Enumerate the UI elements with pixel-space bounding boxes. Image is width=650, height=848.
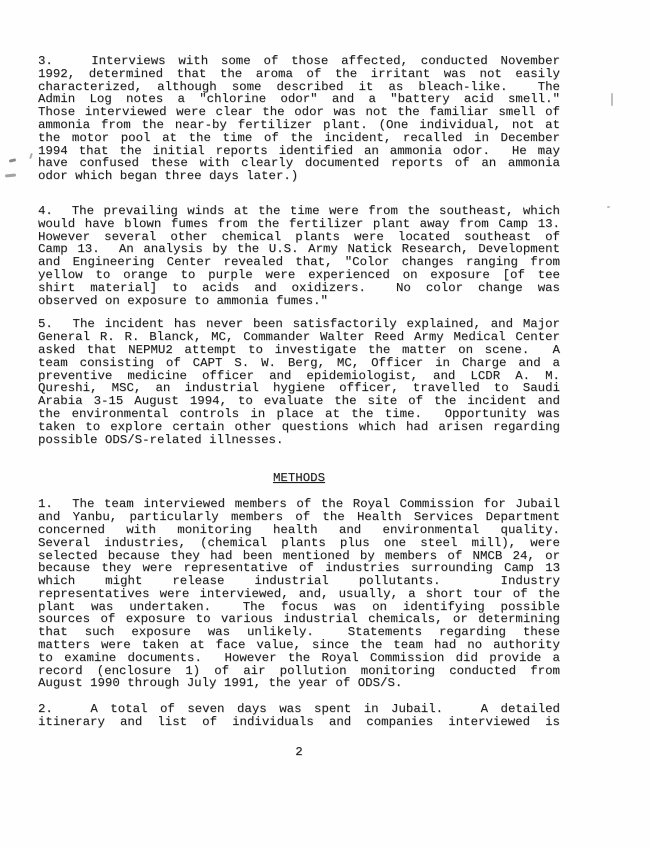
text-line: Several industries, (chemical plants plus one steel mill), were <box>38 535 560 550</box>
text-line: 3. Interviews with some of those affected, conducted November <box>38 54 560 68</box>
scan-speck <box>29 153 33 159</box>
text-line: plant was undertaken. The focus was on identifying possible <box>38 599 560 614</box>
text-line: and Yanbu, particularly members of the Health Services Department <box>38 510 560 525</box>
text-line: because they were representative of industries surrounding Camp 13 <box>38 561 560 576</box>
text-line: team consisting of CAPT S. W. Berg, MC, Officer in Charge and a <box>38 355 560 370</box>
scan-speck <box>607 206 610 208</box>
text-line: have confused these with clearly documented reports of an ammonia <box>38 156 560 171</box>
text-line: taken to explore certain other questions which had arisen regarding <box>38 419 560 434</box>
paragraph-m2 <box>38 703 560 729</box>
text-line: 4. The prevailing winds at the time were from the southeast, which <box>38 203 560 218</box>
paragraph-p5 <box>38 318 560 446</box>
text-line: characterized, although some described it as bleach-like. The <box>38 79 560 94</box>
text-line: the environmental controls in place at the time. Opportunity was <box>38 406 560 421</box>
text-line: 5. The incident has never been satisfactorily explained, and Major <box>38 317 560 332</box>
text-line: sources of exposure to various industrial chemicals, or determining <box>38 612 560 627</box>
text-line: yellow to orange to purple were experienced on exposure [of tee <box>38 267 560 282</box>
text-line: asked that NEPMU2 attempt to investigate the matter on scene. A <box>38 342 560 357</box>
paragraph-p3 <box>38 55 560 183</box>
text-line: itinerary and list of individuals and companies interviewed is <box>38 715 560 730</box>
text-line: would have blown fumes from the fertilizer plant away from Camp 13. <box>38 216 560 231</box>
text-line: to examine documents. However the Royal Commission did provide a <box>38 650 560 665</box>
text-line: However several other chemical plants were located southeast of <box>38 229 560 244</box>
text-line: 1992, determined that the aroma of the irritant was not easily <box>38 66 560 81</box>
text-line: 1. The team interviewed members of the Royal Commission for Jubail <box>38 497 560 512</box>
text-line: Those interviewed were clear the odor was not the familiar smell of <box>38 105 560 120</box>
text-line: Camp 13. An analysis by the U.S. Army Natick Research, Development <box>38 242 560 257</box>
text-line: the motor pool at the time of the incident, recalled in December <box>38 130 560 145</box>
text-line: 1994 that the initial reports identified an ammonia odor. He may <box>38 143 560 158</box>
text-line: preventive medicine officer and epidemiologist, and LCDR A. M. <box>38 368 560 383</box>
methods-heading: METHODS <box>272 471 326 486</box>
page-number: 2 <box>295 744 303 759</box>
text-line: selected because they had been mentioned by members of NMCB 24, or <box>38 548 560 563</box>
paragraph-p4 <box>38 205 560 307</box>
text-line: that such exposure was unlikely. Statements regarding these <box>38 625 560 640</box>
text-line: shirt material] to acids and oxidizers. No color change was <box>38 280 560 295</box>
text-column <box>38 55 560 759</box>
background-section <box>38 55 560 446</box>
text-line: ammonia from the near-by fertilizer plant. (One individual, not at <box>38 117 560 132</box>
text-line: Admin Log notes a "chlorine odor" and a "battery acid smell." <box>38 92 560 107</box>
text-line: concerned with monitoring health and environmental quality. <box>38 522 560 537</box>
methods-section <box>38 498 560 729</box>
text-line: which might release industrial pollutants. Industry <box>38 574 560 589</box>
scan-speck <box>5 174 16 178</box>
text-line: odor which began three days later.) <box>38 169 299 184</box>
text-line: and Engineering Center revealed that, "Color changes ranging from <box>38 255 560 270</box>
text-line: Arabia 3-15 August 1994, to evaluate the site of the incident and <box>38 394 560 409</box>
text-line: observed on exposure to ammonia fumes." <box>38 293 328 308</box>
text-line: record (enclosure 1) of air pollution monitoring conducted from <box>38 663 560 678</box>
scan-speck <box>611 93 613 106</box>
scan-speck <box>9 158 16 162</box>
text-line: possible ODS/S-related illnesses. <box>38 432 284 447</box>
text-line: Qureshi, MSC, an industrial hygiene officer, travelled to Saudi <box>38 381 560 396</box>
text-line: representatives were interviewed, and, usually, a short tour of the <box>38 586 560 601</box>
text-line: August 1990 through July 1991, the year of ODS/S. <box>38 676 403 691</box>
paragraph-m1 <box>38 498 560 690</box>
text-line: matters were taken at face value, since the team had no authority <box>38 638 560 653</box>
text-line: 2. A total of seven days was spent in Jubail. A detailed <box>38 702 560 717</box>
text-line: General R. R. Blanck, MC, Commander Walter Reed Army Medical Center <box>38 330 560 345</box>
